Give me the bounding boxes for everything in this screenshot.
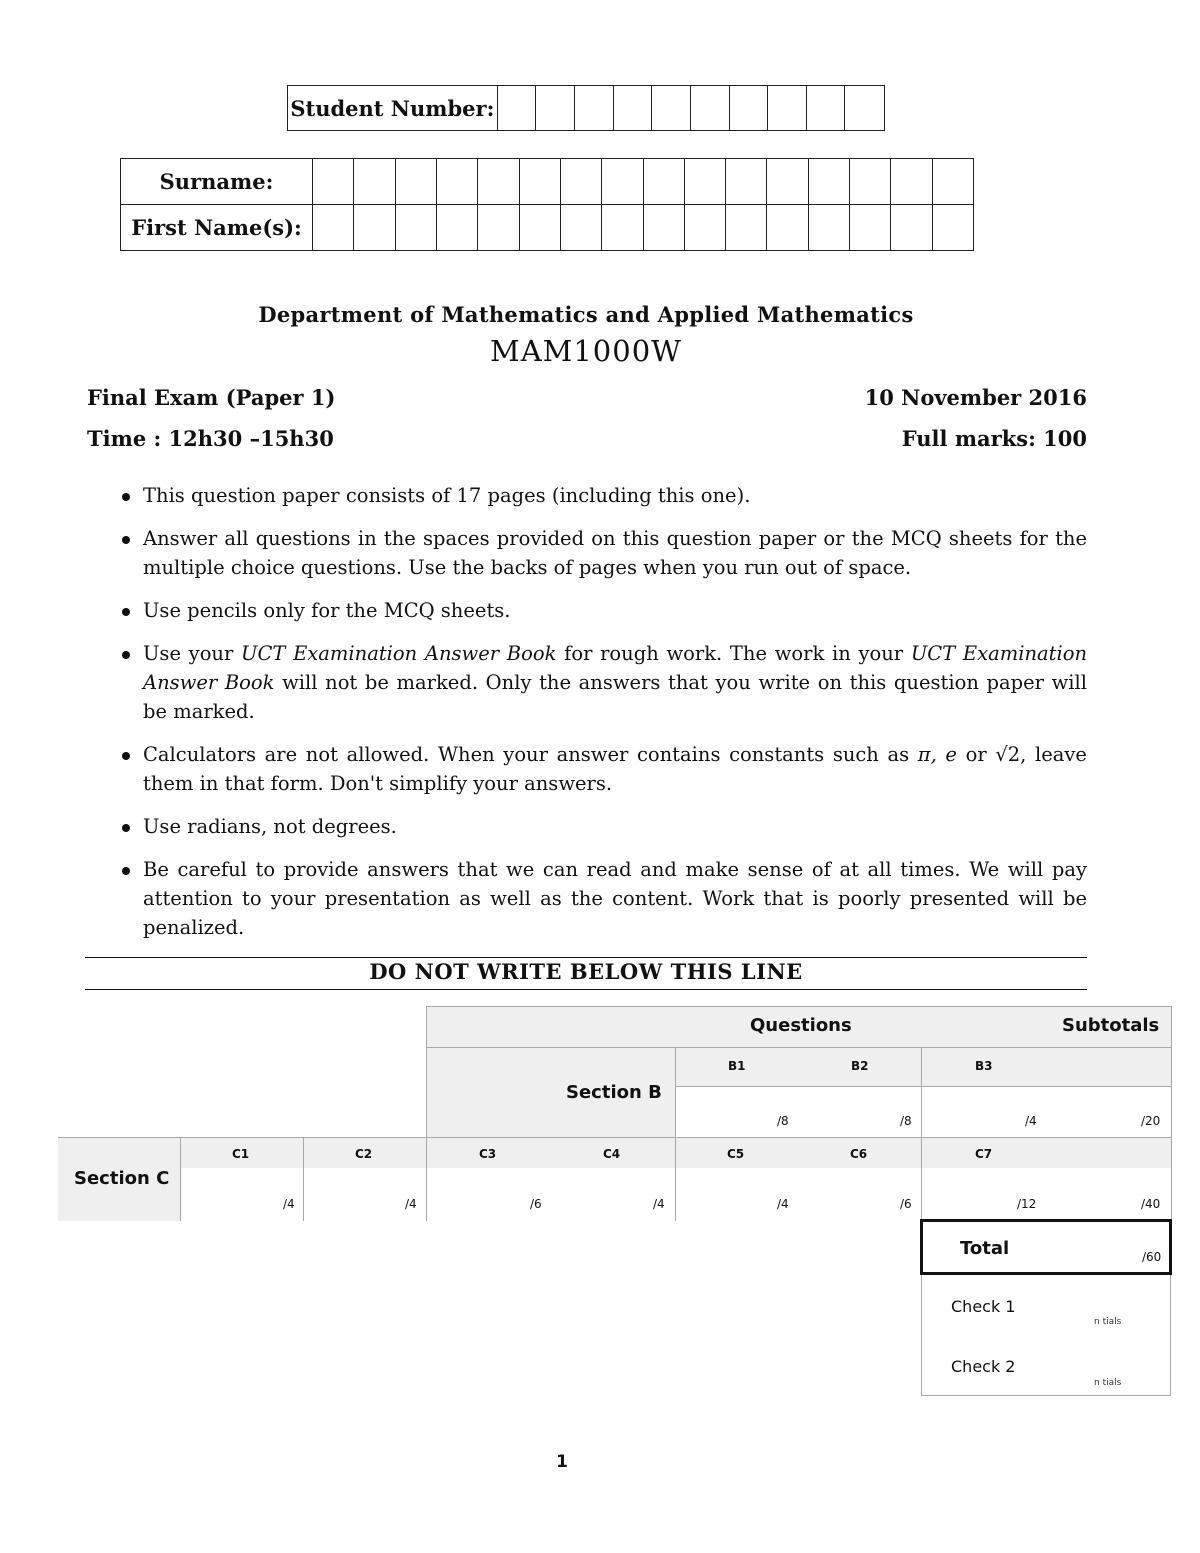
total-max: /60 [1142, 1250, 1162, 1264]
max-mark-c7[interactable]: /12 [1017, 1197, 1037, 1211]
surname-letter-box[interactable] [726, 159, 767, 204]
surname-row [121, 159, 973, 204]
student-number-digit-box[interactable] [575, 86, 614, 130]
page-number: 1 [556, 1452, 568, 1472]
question-label-b2: B2 [851, 1059, 869, 1073]
grid-line [58, 1137, 1171, 1138]
question-label-c3: C3 [479, 1147, 497, 1161]
first-names-letter-box[interactable] [437, 205, 478, 250]
student-number-digit-box[interactable] [730, 86, 769, 130]
exam-time: Time : 12h30 –15h30 [87, 426, 334, 451]
surname-letter-box[interactable] [685, 159, 726, 204]
first-names-letter-box[interactable] [354, 205, 395, 250]
question-label-c2: C2 [355, 1147, 373, 1161]
questions-header: Questions [750, 1015, 852, 1036]
question-label-b3: B3 [975, 1059, 993, 1073]
surname-label: Surname: [121, 159, 313, 204]
grid-line [921, 1047, 922, 1221]
surname-letter-box[interactable] [520, 159, 561, 204]
check2-initials[interactable]: n tials [1094, 1378, 1122, 1388]
math-sqrt2: √2 [995, 743, 1021, 766]
instruction-text: Be careful to provide answers that we can read and make sense of at all times. We will pay attention to your presentation as well as the content. Work that is poorly presented will be penalized. [143, 858, 1087, 939]
surname-letter-box[interactable] [437, 159, 478, 204]
surname-letter-box[interactable] [561, 159, 602, 204]
check1-initials[interactable]: n tials [1094, 1317, 1122, 1327]
first-names-label: First Name(s): [121, 205, 313, 250]
first-names-letter-box[interactable] [685, 205, 726, 250]
student-number-digit-box[interactable] [536, 86, 575, 130]
first-names-letter-box[interactable] [478, 205, 519, 250]
full-marks: Full marks: 100 [901, 426, 1087, 451]
instruction-text: for rough work. The work in your [556, 642, 911, 665]
subtotal-b[interactable]: /20 [1141, 1114, 1161, 1128]
instruction-item [86, 524, 1087, 582]
department-title: Department of Mathematics and Applied Mathematics [258, 302, 914, 327]
do-not-write-notice: DO NOT WRITE BELOW THIS LINE [369, 959, 803, 984]
grid-line [675, 1086, 1171, 1087]
instruction-item [86, 740, 1087, 798]
first-names-letter-box[interactable] [520, 205, 561, 250]
first-names-letter-box[interactable] [644, 205, 685, 250]
subtotals-header: Subtotals [1062, 1015, 1160, 1036]
instructions-list [86, 481, 1087, 956]
course-code: MAM1000W [490, 334, 682, 368]
math-constants: π, e [917, 743, 957, 766]
grid-line [675, 1047, 676, 1221]
question-label-c6: C6 [850, 1147, 868, 1161]
surname-letter-box[interactable] [313, 159, 354, 204]
instruction-item [86, 596, 1087, 625]
exam-date: 10 November 2016 [864, 385, 1087, 410]
instruction-text: Use your [143, 642, 242, 665]
first-names-letter-box[interactable] [933, 205, 973, 250]
instruction-emphasis: UCT Examination Answer Book [241, 642, 557, 665]
exam-name: Final Exam (Paper 1) [87, 385, 336, 410]
instruction-text: This question paper consists of 17 pages (including this one). [143, 484, 751, 507]
grid-line [1171, 1006, 1172, 1221]
student-number-digit-box[interactable] [652, 86, 691, 130]
student-number-digit-box[interactable] [691, 86, 730, 130]
top-rule [85, 957, 1087, 958]
grid-line [303, 1137, 304, 1221]
instruction-text: or [956, 743, 996, 766]
first-names-letter-box[interactable] [561, 205, 602, 250]
instruction-item [86, 812, 1087, 841]
surname-letter-box[interactable] [891, 159, 932, 204]
max-mark-c5[interactable]: /4 [777, 1197, 789, 1211]
surname-letter-box[interactable] [767, 159, 808, 204]
max-mark-b3[interactable]: /4 [1025, 1114, 1037, 1128]
max-mark-b2[interactable]: /8 [900, 1114, 912, 1128]
student-number-digit-box[interactable] [614, 86, 653, 130]
max-mark-c1[interactable]: /4 [283, 1197, 295, 1211]
section-b-qlabel-band [675, 1047, 1171, 1086]
first-names-letter-box[interactable] [313, 205, 354, 250]
bottom-rule [85, 989, 1087, 990]
surname-letter-box[interactable] [396, 159, 437, 204]
checks-box [921, 1275, 1171, 1396]
instruction-item [86, 855, 1087, 942]
max-mark-c3[interactable]: /6 [530, 1197, 542, 1211]
student-number-label: Student Number: [288, 86, 498, 130]
max-mark-c4[interactable]: /4 [653, 1197, 665, 1211]
first-names-letter-box[interactable] [809, 205, 850, 250]
surname-letter-box[interactable] [809, 159, 850, 204]
total-label: Total [960, 1238, 1010, 1259]
instruction-text: will not be marked. Only the answers that you write on this question paper will be marked. [143, 671, 1088, 723]
student-number-digit-box[interactable] [807, 86, 846, 130]
question-label-c1: C1 [232, 1147, 250, 1161]
instruction-text: Use pencils only for the MCQ sheets. [143, 599, 511, 622]
total-box[interactable] [920, 1219, 1172, 1275]
first-names-letter-box[interactable] [767, 205, 808, 250]
grid-line [426, 1006, 427, 1221]
surname-letter-box[interactable] [644, 159, 685, 204]
surname-letter-box[interactable] [478, 159, 519, 204]
question-label-c7: C7 [975, 1147, 993, 1161]
first-names-letter-box[interactable] [850, 205, 891, 250]
student-number-row [287, 85, 885, 131]
surname-letter-box[interactable] [354, 159, 395, 204]
section-c-label: Section C [74, 1168, 170, 1189]
surname-letter-box[interactable] [850, 159, 891, 204]
instruction-item [86, 481, 1087, 510]
instruction-item [86, 639, 1087, 726]
first-names-letter-box[interactable] [602, 205, 643, 250]
instruction-text: , leave them in that form. Don't simplify your answers. [143, 743, 1087, 795]
instruction-text: Use radians, not degrees. [143, 815, 397, 838]
max-mark-c6[interactable]: /6 [900, 1197, 912, 1211]
first-names-letter-box[interactable] [396, 205, 437, 250]
instruction-text: Answer all questions in the spaces provided on this question paper or the MCQ sheets for the multiple choice questions. Use the backs of pages when you run out of space. [143, 527, 1087, 579]
max-mark-c2[interactable]: /4 [405, 1197, 417, 1211]
student-number-digit-box[interactable] [498, 86, 537, 130]
student-number-digit-box[interactable] [845, 86, 884, 130]
instruction-text: Calculators are not allowed. When your answer contains constants such as [143, 743, 918, 766]
surname-letter-box[interactable] [602, 159, 643, 204]
grid-line [180, 1137, 181, 1221]
subtotal-c[interactable]: /40 [1141, 1197, 1161, 1211]
first-names-letter-box[interactable] [891, 205, 932, 250]
grid-line [426, 1006, 1171, 1007]
grid-line [426, 1047, 1171, 1048]
check1-label: Check 1 [951, 1297, 1016, 1316]
instruction-emphasis: UCT Examination Answer Book [143, 642, 1088, 694]
question-label-c4: C4 [603, 1147, 621, 1161]
surname-letter-box[interactable] [933, 159, 973, 204]
name-grid [120, 158, 974, 251]
student-number-digit-box[interactable] [768, 86, 807, 130]
question-label-c5: C5 [727, 1147, 745, 1161]
first-names-letter-box[interactable] [726, 205, 767, 250]
max-mark-b1[interactable]: /8 [777, 1114, 789, 1128]
section-b-label: Section B [566, 1082, 662, 1103]
first-names-row [121, 204, 973, 250]
check2-label: Check 2 [951, 1357, 1016, 1376]
question-label-b1: B1 [728, 1059, 746, 1073]
